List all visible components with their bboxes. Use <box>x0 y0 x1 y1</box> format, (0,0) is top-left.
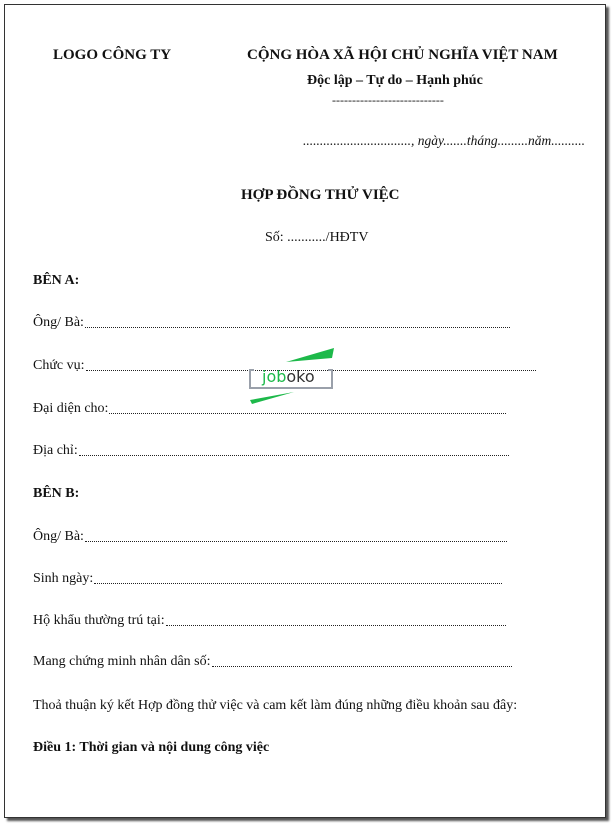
field-label: Sinh ngày: <box>33 571 94 586</box>
fill-line <box>166 625 506 626</box>
party-b-heading: BÊN B: <box>33 486 80 501</box>
party-b-residence-field <box>33 613 506 629</box>
watermark-stripe-bottom <box>250 392 294 404</box>
logo-placeholder: LOGO CÔNG TY <box>53 47 172 63</box>
field-label: Hộ khẩu thường trú tại: <box>33 613 165 628</box>
field-label: Đại diện cho: <box>33 401 109 416</box>
fill-line <box>109 413 506 414</box>
motto: Độc lập – Tự do – Hạnh phúc <box>307 73 483 88</box>
party-a-heading: BÊN A: <box>33 273 80 288</box>
watermark-text: joboko <box>262 367 315 386</box>
field-label: Ông/ Bà: <box>33 529 84 544</box>
party-b-id-field <box>33 654 512 670</box>
fill-line <box>212 666 512 667</box>
separator: ---------------------------- <box>332 93 444 107</box>
field-label: Mang chứng minh nhân dân số: <box>33 654 211 669</box>
party-b-name-field <box>33 529 507 545</box>
fill-line <box>85 541 507 542</box>
field-label: Chức vụ: <box>33 358 85 373</box>
document-title: HỢP ĐỒNG THỬ VIỆC <box>241 187 400 203</box>
field-label: Địa chỉ: <box>33 443 78 458</box>
agreement-text: Thoả thuận ký kết Hợp đồng thử việc và cam kết làm đúng những điều khoản sau đây: <box>33 698 518 713</box>
party-a-name-field <box>33 315 510 331</box>
nation-heading: CỘNG HÒA XÃ HỘI CHỦ NGHĨA VIỆT NAM <box>247 47 558 63</box>
fill-line <box>94 583 502 584</box>
joboko-watermark-logo <box>248 348 336 404</box>
field-label: Ông/ Bà: <box>33 315 84 330</box>
watermark-stripe-top <box>286 348 334 362</box>
party-b-birthdate-field <box>33 571 502 587</box>
article-1-heading: Điều 1: Thời gian và nội dung công việc <box>33 740 270 755</box>
party-a-address-field <box>33 443 509 459</box>
fill-line <box>85 327 510 328</box>
date-line: ................................, ngày.......tháng.........năm.......... <box>303 133 585 148</box>
fill-line <box>79 455 509 456</box>
contract-number: Số: .........../HĐTV <box>265 230 369 245</box>
